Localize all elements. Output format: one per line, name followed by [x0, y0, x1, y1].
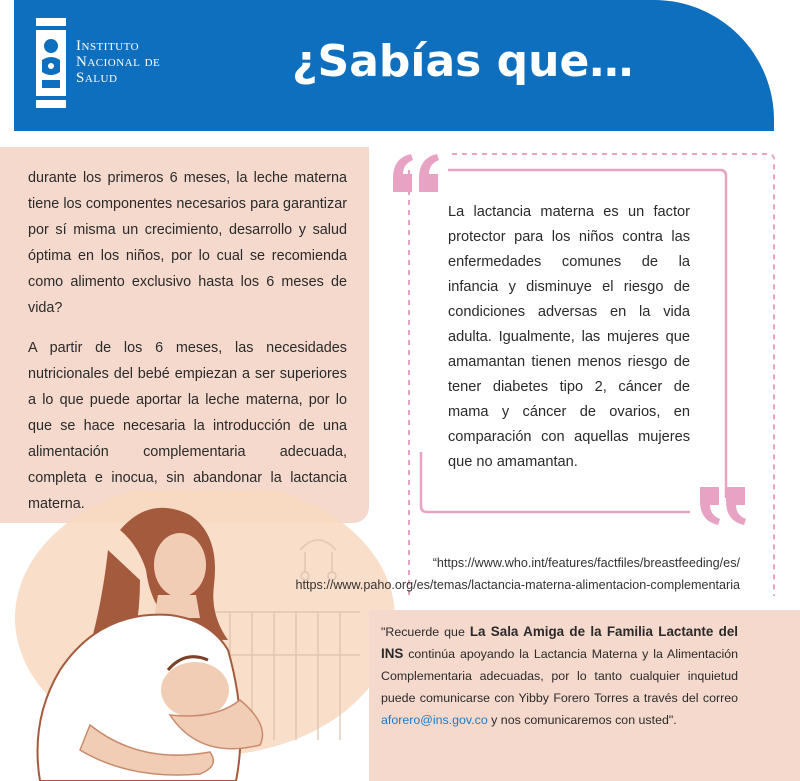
- info-paragraph-2: A partir de los 6 meses, las necesidades nutricionales del bebé empiezan a ser superiores a lo que puede aportar la leche materna, por lo que se hace necesaria la introducción de una alimentación complementaria adecuada, completa e inocua, sin abandonar la lactancia materna.: [28, 340, 347, 512]
- notice-outro: y nos comunicaremos con usted".: [487, 713, 677, 727]
- notice-text: [381, 621, 738, 731]
- logo-line-1: Instituto: [76, 38, 140, 54]
- quote-text: La lactancia materna es un factor protector para los niños contra las enfermedades comunes de la infancia y disminuye el riesgo de condiciones adversas en la vida adulta. Igualmente, las mujeres que amamantan tienen menos riesgo de tener diabetes tipo 2, cáncer de mama y cáncer de ovarios, en comparación con aquellas mujeres que no amamantan.: [448, 204, 690, 470]
- source-link-who[interactable]: “https://www.who.int/features/factfiles/breastfeeding/es/: [432, 556, 740, 570]
- notice-middle: continúa apoyando la Lactancia Materna y la Alimentación Complementaria adecuadas, por lo tanto cualquier inquietud puede comunicarse con Yibby Forero Torres a través del correo: [381, 647, 738, 705]
- source-link-paho[interactable]: https://www.paho.org/es/temas/lactancia-materna-alimentacion-complementaria: [295, 578, 740, 592]
- logo-line-3: Salud: [76, 70, 118, 86]
- contact-email-link[interactable]: aforero@ins.gov.co: [381, 713, 488, 727]
- logo-line-2: Nacional de: [76, 54, 161, 70]
- notice-highlight: La Sala Amiga de la Familia Lactante del INS: [381, 624, 738, 661]
- info-paragraph-1: durante los primeros 6 meses, la leche materna tiene los componentes necesarios para garantizar por sí misma un crecimiento, desarrollo y salud óptima en los niños, por lo cual se recomienda como alimento exclusivo hasta los 6 meses de vida?: [28, 170, 347, 316]
- close-quote-icon: [700, 487, 746, 527]
- page-title: ¿Sabías que…: [292, 36, 634, 87]
- source-links: [230, 552, 740, 596]
- notice-intro: "Recuerde que: [381, 625, 470, 639]
